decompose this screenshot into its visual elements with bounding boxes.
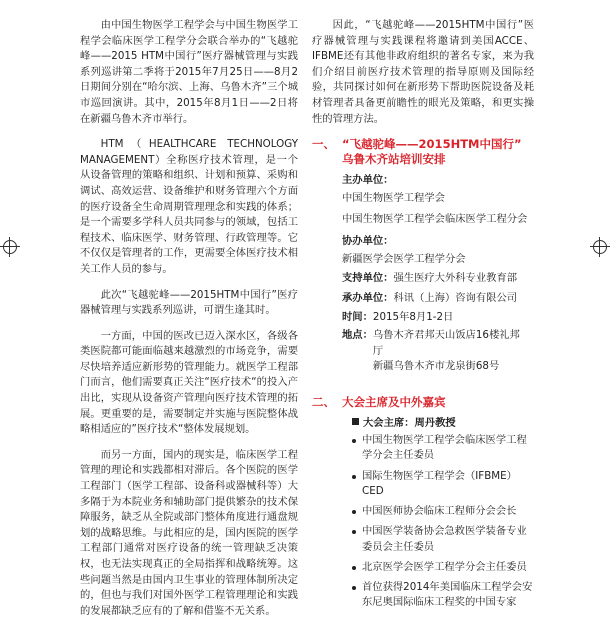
htm-definition-paragraph: HTM（HEALTHCARE TECHNOLOGY MANAGEMENT）全称医疗技术管理，是一个从设备管理的策略和组织、计划和预算、采购和调试、高效运营、设备维护和财务管理六个方面的医疗设备全生命周期管理理念和实践的体系；是一个需要多学科人员共同参与的领域，包括工程技术、临床医学、财务管理、行政管理等。它不仅仅是管理者的工作，更需要全体医疗技术相关工作人员的参与。 (80, 138, 298, 275)
section-1-title (312, 137, 534, 167)
chair-label: 大会主席：周丹教授 (363, 416, 456, 429)
section-2-title-text: 大会主席及中外嘉宾 (342, 394, 446, 409)
right-column (312, 0, 534, 615)
left-column (80, 0, 298, 629)
bio-item: 中国医学装备协会急救医学装备专业委员会主任委员 (352, 524, 534, 554)
square-bullet-icon (352, 418, 359, 425)
section-1-number: 一、 (312, 137, 335, 152)
timing-paragraph: 此次“飞越驼峰——2015HTM中国行”医疗器械管理与实践系列巡讲，可谓生逢其时。 (80, 288, 298, 317)
place-line-1: 乌鲁木齐君邦天山饭店16楼礼邦厅 (372, 328, 520, 357)
sponsor-label: 支持单位： (342, 272, 394, 285)
time-label: 时间： (342, 311, 373, 324)
bio-item: 首位获得2014年美国临床工程学会安东尼奥国际临床工程奖的中国专家 (352, 580, 534, 610)
chair-row (352, 416, 534, 432)
time-row (342, 310, 534, 326)
bio-item: 国际生物医学工程学会（IFBME）CED (352, 469, 534, 499)
section-2-title (312, 395, 534, 410)
undertaker-label: 承办单位： (342, 291, 394, 304)
place-row (342, 328, 534, 375)
section-2-number: 二、 (312, 394, 335, 409)
bio-item: 中国医师协会临床工程师分会会长 (352, 504, 534, 519)
coorg-label: 协办单位： (342, 234, 394, 247)
bio-item: 中国生物医学工程学会临床医学工程学分会主任委员 (352, 433, 534, 463)
chair-bio-list (312, 433, 534, 610)
sponsor-value: 强生医疗大外科专业教育部 (393, 272, 518, 285)
time-value: 2015年8月1-2日 (372, 311, 454, 324)
reality-paragraph: 而另一方面，国内的现实是，临床医学工程管理的理论和实践都相对滞后。各个医院的医学工程部门（医学工程部、设备科或器械科等）大多隔于为本院业务和辅助部门提供繁杂的技术保障服务，缺乏从全院或部门整体角度进行通盘规划的战略思维。与此相应的是，国内医院的医学工程部门通常对医疗设备的统一管理缺乏决策权，也无法实现真正的全局指挥和战略统筹。这些问题当然是由国内卫生事业的管理体制所决定的，但也与我们对国外医学工程管理理论和实践的发展都缺乏应有的了解和借鉴不无关系。 (80, 448, 298, 617)
registration-mark-left (0, 237, 20, 257)
host-value-1: 中国生物医学工程学会 (342, 191, 445, 204)
reform-paragraph: 一方面，中国的医改已迈入深水区，各级各类医院都可能面临越来越激烈的市场竞争，需要尽快培养适应新形势的管理能力。就医学工程部门而言，他们需要真正关注“医疗技术“的投入产出比，实现从设备资产管理向医疗技术管理的拓展。更重要的是，需要制定并实施与医院整体战略相适应的”医疗技术“整体发展规划。 (80, 329, 298, 436)
bio-item: 北京医学会医学工程学分会主任委员 (352, 560, 534, 575)
place-label: 地点： (342, 328, 373, 341)
coorg-value: 新疆医学会医学工程学分会 (342, 252, 466, 265)
place-line-2: 新疆乌鲁木齐市龙泉街68号 (372, 360, 500, 373)
section-1-title-line1: “飞越驼峰——2015HTM中国行” (342, 137, 522, 152)
course-paragraph: 因此，“飞越驼峰——2015HTM中国行”医疗器械管理与实践课程将邀请到美国ACCE、IFBME还有其他非政府组织的著名专家，来为我们介绍目前医疗技术管理的指导原则及国际经验，共同探讨如何在新形势下帮助医院设备及耗材管理者具备更前瞻性的眼光及策略，和更实操性的管理方法。 (312, 19, 534, 125)
intro-paragraph: 由中国生物医学工程学会与中国生物医学工程学会临床医学工程学分会联合举办的“飞越驼峰——2015 HTM中国行”医疗器械管理与实践系列巡讲第二季将于2015年7月25日——8月2日期间分别在“哈尔滨、上海、乌鲁木齐”三个城市巡回演讲。其中，2015年8月1日——2日将在新疆乌鲁木齐市举行。 (80, 19, 298, 125)
registration-mark-right (590, 237, 610, 257)
sponsor-row (342, 271, 534, 287)
undertaker-row (342, 291, 534, 307)
host-label: 主办单位： (342, 174, 394, 187)
section-1-title-line2: 乌鲁木齐站培训安排 (342, 152, 446, 167)
undertaker-value: 科讯（上海）咨询有限公司 (393, 291, 518, 304)
host-value-2: 中国生物医学工程学会临床医学工程分会 (342, 213, 528, 226)
